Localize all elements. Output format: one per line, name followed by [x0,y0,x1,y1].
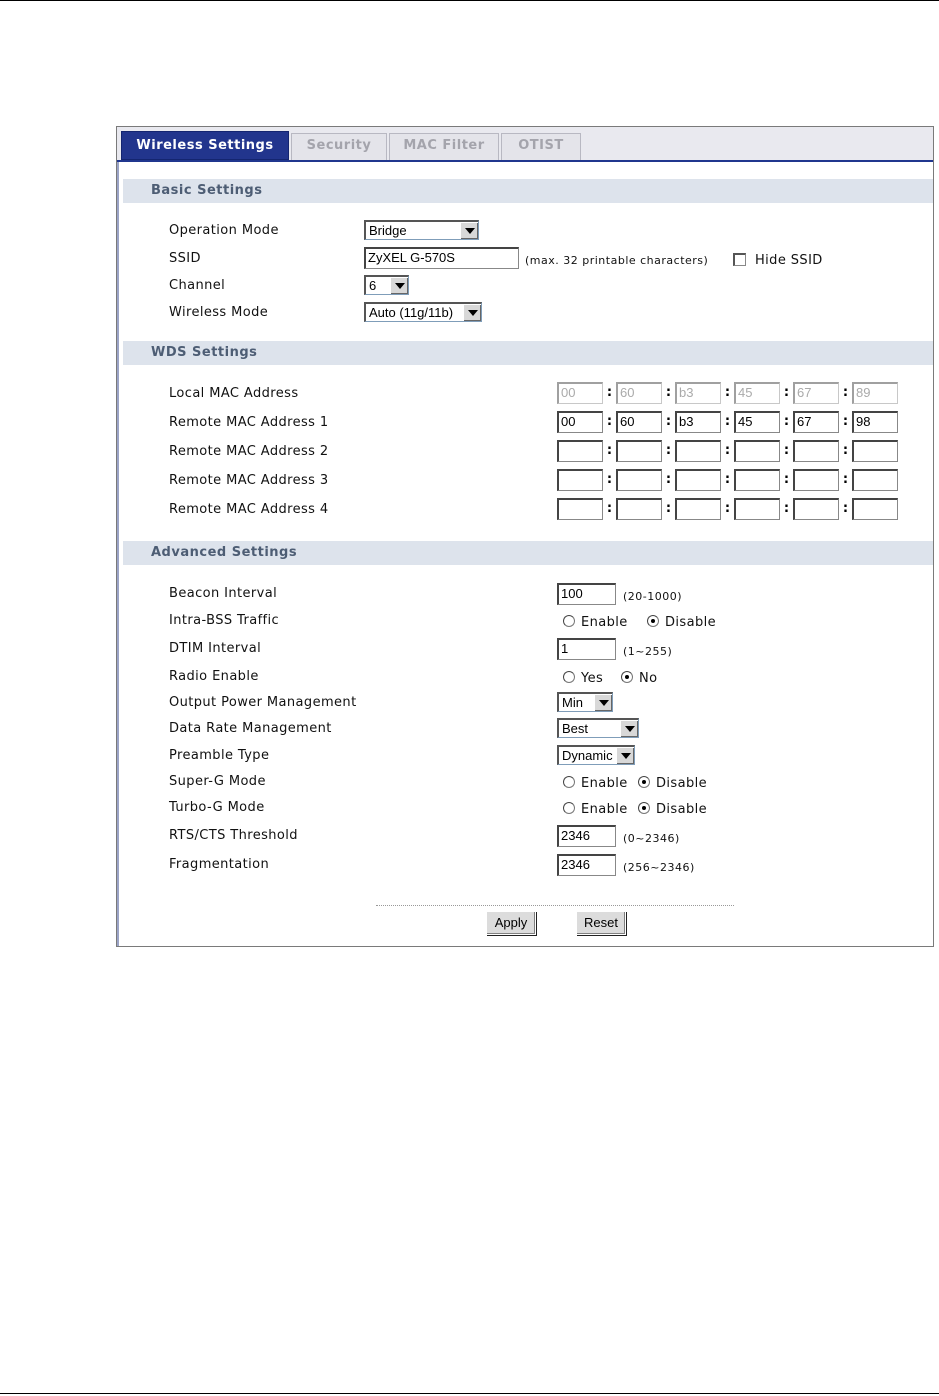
intra-bss-enable-label: Enable [581,615,628,630]
mac-separator: : [842,385,849,400]
fragmentation-label: Fragmentation [169,857,270,872]
wds-row-label: Remote MAC Address 2 [169,444,329,459]
mac-octet-input[interactable] [616,469,662,491]
fragmentation-hint: (256~2346) [623,861,695,874]
chevron-down-icon[interactable] [463,304,481,321]
wds-row-label: Remote MAC Address 3 [169,473,329,488]
hide-ssid-checkbox[interactable] [733,253,746,266]
mac-separator: : [724,501,731,516]
mac-separator: : [724,385,731,400]
super-g-label: Super-G Mode [169,774,266,789]
turbo-g-label: Turbo-G Mode [169,800,265,815]
rts-cts-label: RTS/CTS Threshold [169,828,298,843]
wireless-mode-label: Wireless Mode [169,305,269,320]
wds-row-label: Remote MAC Address 1 [169,415,329,430]
channel-select[interactable] [364,275,409,295]
operation-mode-select[interactable] [364,220,479,240]
ssid-label: SSID [169,251,201,266]
output-power-label: Output Power Management [169,695,357,710]
operation-mode-label: Operation Mode [169,223,279,238]
mac-octet-input: b3 [675,382,721,404]
intra-bss-disable-label: Disable [665,615,717,630]
mac-octet-input[interactable] [734,469,780,491]
mac-octet-input[interactable]: 60 [616,411,662,433]
data-rate-value: Best [562,721,589,736]
radio-enable-label: Radio Enable [169,669,259,684]
turbo-g-disable-label: Disable [656,802,708,817]
section-wds-settings: WDS Settings [123,341,933,365]
data-rate-select[interactable] [557,718,639,738]
super-g-disable-radio[interactable] [638,776,650,788]
mac-octet-input[interactable] [557,498,603,520]
page-bottom-rule [0,1393,939,1394]
mac-octet-input: 89 [852,382,898,404]
mac-octet-input[interactable] [793,498,839,520]
tab-bar [117,127,933,162]
radio-enable-yes-label: Yes [581,671,604,686]
rts-cts-input[interactable]: 2346 [557,825,616,847]
chevron-down-icon[interactable] [460,222,478,239]
mac-separator: : [665,443,672,458]
mac-separator: : [665,414,672,429]
intra-bss-disable-radio[interactable] [647,615,659,627]
dtim-label: DTIM Interval [169,641,262,656]
mac-octet-input[interactable] [675,469,721,491]
super-g-enable-label: Enable [581,776,628,791]
chevron-down-icon[interactable] [390,277,408,294]
beacon-interval-input[interactable]: 100 [557,583,616,605]
mac-octet-input[interactable] [793,469,839,491]
channel-value: 6 [369,278,377,293]
button-divider [376,905,734,906]
turbo-g-enable-radio[interactable] [563,802,575,814]
output-power-select[interactable] [557,692,613,712]
mac-octet-input: 60 [616,382,662,404]
mac-separator: : [783,385,790,400]
intra-bss-label: Intra-BSS Traffic [169,613,280,628]
mac-separator: : [842,501,849,516]
turbo-g-enable-label: Enable [581,802,628,817]
super-g-disable-label: Disable [656,776,708,791]
page-top-rule [0,0,939,1]
chevron-down-icon[interactable] [594,694,612,711]
dtim-hint: (1~255) [623,645,673,658]
channel-label: Channel [169,278,226,293]
mac-octet-input[interactable]: 98 [852,411,898,433]
preamble-value: Dynamic [562,748,613,763]
apply-button[interactable]: Apply [486,911,536,935]
mac-octet-input[interactable] [557,440,603,462]
beacon-interval-hint: (20-1000) [623,590,683,603]
radio-enable-yes-radio[interactable] [563,671,575,683]
mac-separator: : [606,501,613,516]
mac-octet-input[interactable] [557,469,603,491]
mac-octet-input: 45 [734,382,780,404]
chevron-down-icon[interactable] [620,720,638,737]
mac-octet-input[interactable]: b3 [675,411,721,433]
fragmentation-input[interactable]: 2346 [557,854,616,876]
wireless-mode-value: Auto (11g/11b) [369,305,454,320]
beacon-interval-label: Beacon Interval [169,586,278,601]
mac-octet-input[interactable]: 67 [793,411,839,433]
intra-bss-enable-radio[interactable] [563,615,575,627]
wds-row-label: Local MAC Address [169,386,299,401]
tab-otist[interactable]: OTIST [501,133,581,160]
ssid-input[interactable]: ZyXEL G-570S [364,247,519,269]
mac-octet-input: 00 [557,382,603,404]
mac-separator: : [724,472,731,487]
mac-octet-input: 67 [793,382,839,404]
mac-separator: : [783,472,790,487]
mac-separator: : [783,501,790,516]
mac-separator: : [842,443,849,458]
tab-security[interactable]: Security [291,133,387,160]
operation-mode-value: Bridge [369,223,407,238]
panel-left-edge [117,162,119,946]
preamble-label: Preamble Type [169,748,270,763]
tab-mac-filter[interactable]: MAC Filter [389,133,499,160]
hide-ssid-label: Hide SSID [755,253,823,268]
rts-cts-hint: (0~2346) [623,832,680,845]
section-advanced-settings: Advanced Settings [123,541,933,565]
ssid-hint: (max. 32 printable characters) [525,254,709,267]
mac-separator: : [665,385,672,400]
super-g-enable-radio[interactable] [563,776,575,788]
wds-row-label: Remote MAC Address 4 [169,502,329,517]
mac-octet-input[interactable] [793,440,839,462]
radio-enable-no-radio[interactable] [621,671,633,683]
wireless-mode-select[interactable] [364,302,482,322]
mac-octet-input[interactable] [852,498,898,520]
mac-separator: : [665,472,672,487]
mac-octet-input[interactable] [852,440,898,462]
section-basic-settings: Basic Settings [123,179,933,203]
mac-separator: : [842,414,849,429]
data-rate-label: Data Rate Management [169,721,332,736]
dtim-input[interactable]: 1 [557,638,616,660]
mac-octet-input[interactable] [675,440,721,462]
mac-octet-input[interactable] [734,440,780,462]
mac-octet-input[interactable] [852,469,898,491]
mac-octet-input[interactable] [734,498,780,520]
mac-separator: : [606,414,613,429]
turbo-g-disable-radio[interactable] [638,802,650,814]
radio-enable-no-label: No [639,671,658,686]
mac-octet-input[interactable]: 45 [734,411,780,433]
mac-octet-input[interactable] [616,498,662,520]
mac-separator: : [606,472,613,487]
mac-separator: : [783,443,790,458]
mac-separator: : [606,443,613,458]
mac-separator: : [724,443,731,458]
mac-octet-input[interactable] [616,440,662,462]
mac-separator: : [783,414,790,429]
tab-wireless-settings[interactable]: Wireless Settings [121,131,289,160]
reset-button[interactable]: Reset [576,911,626,935]
wireless-settings-panel [116,126,934,947]
mac-separator: : [724,414,731,429]
mac-octet-input[interactable] [675,498,721,520]
output-power-value: Min [562,695,583,710]
mac-separator: : [665,501,672,516]
chevron-down-icon[interactable] [616,747,634,764]
mac-octet-input[interactable]: 00 [557,411,603,433]
mac-separator: : [606,385,613,400]
preamble-select[interactable] [557,745,635,765]
mac-separator: : [842,472,849,487]
